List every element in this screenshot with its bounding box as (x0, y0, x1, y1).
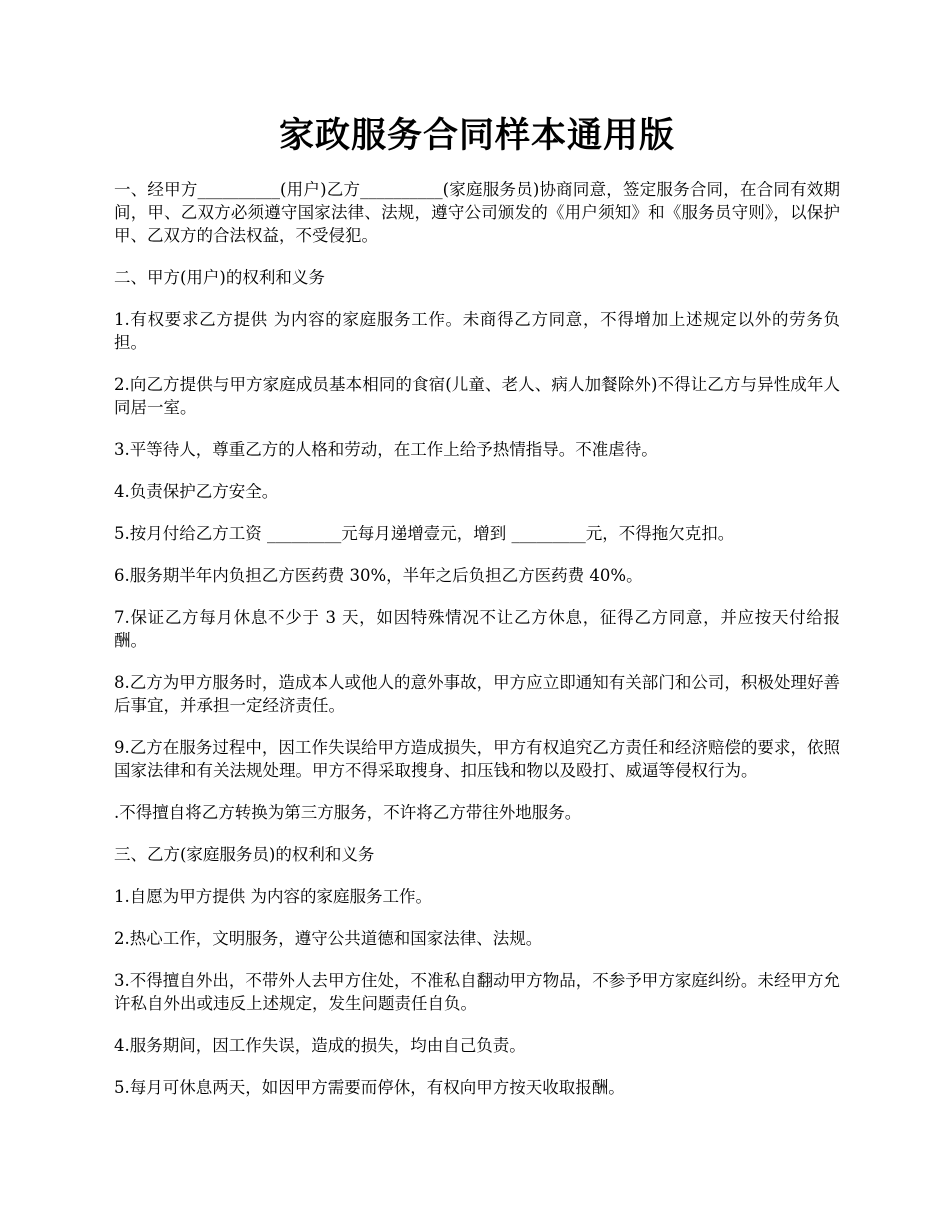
paragraph-a-7: 7.保证乙方每月休息不少于 3 天，如因特殊情况不让乙方休息，征得乙方同意，并应按天付给报酬。 (114, 608, 840, 650)
document-title: 家政服务合同样本通用版 (278, 115, 675, 156)
paragraph-a-1: 1.有权要求乙方提供 为内容的家庭服务工作。未商得乙方同意，不得增加上述规定以外的劳务负担。 (114, 310, 840, 352)
paragraph-a-8: 8.乙方为甲方服务时，造成本人或他人的意外事故，甲方应立即通知有关部门和公司，积极处理好善后事宜，并承担一定经济责任。 (114, 673, 840, 715)
paragraph-a-6: 6.服务期半年内负担乙方医药费 30%，半年之后负担乙方医药费 40%。 (114, 566, 643, 585)
paragraph-a-10: .不得擅自将乙方转换为第三方服务，不许将乙方带往外地服务。 (114, 803, 582, 822)
document-body (114, 178, 840, 1118)
paragraph-a-2: 2.向乙方提供与甲方家庭成员基本相同的食宿(儿童、老人、病人加餐除外)不得让乙方与异性成年人同居一室。 (114, 375, 840, 417)
paragraph-a-4: 4.负责保护乙方安全。 (114, 482, 279, 501)
paragraph-a-3: 3.平等待人，尊重乙方的人格和劳动，在工作上给予热情指导。不准虐待。 (114, 440, 658, 459)
paragraph-a-5: 5.按月付给乙方工资 _________元每月递增壹元，增到 _________元，不得拖欠克扣。 (114, 524, 735, 543)
paragraph-b-3: 3.不得擅自外出，不带外人去甲方住处，不准私自翻动甲方物品，不参予甲方家庭纠纷。未经甲方允许私自外出或违反上述规定，发生问题责任自负。 (114, 971, 840, 1013)
paragraph-a-9: 9.乙方在服务过程中，因工作失误给甲方造成损失，甲方有权追究乙方责任和经济赔偿的要求，依照国家法律和有关法规处理。甲方不得采取搜身、扣压钱和物以及殴打、威逼等侵权行为。 (114, 738, 840, 780)
section-heading-party-a: 二、甲方(用户)的权利和义务 (114, 268, 325, 287)
paragraph-b-5: 5.每月可休息两天，如因甲方需要而停休，有权向甲方按天收取报酬。 (114, 1078, 625, 1097)
section-heading-party-b: 三、乙方(家庭服务员)的权利和义务 (114, 845, 375, 864)
paragraph-b-1: 1.自愿为甲方提供 为内容的家庭服务工作。 (114, 887, 432, 906)
paragraph-intro: 一、经甲方__________(用户)乙方__________(家庭服务员)协商同意，签定服务合同，在合同有效期间，甲、乙双方必须遵守国家法律、法规，遵守公司颁发的《用户须知》和《服务员守则》，以保护甲、乙双方的合法权益，不受侵犯。 (114, 180, 840, 245)
paragraph-b-2: 2.热心工作，文明服务，遵守公共道德和国家法律、法规。 (114, 929, 543, 948)
paragraph-b-4: 4.服务期间，因工作失误，造成的损失，均由自己负责。 (114, 1036, 526, 1055)
